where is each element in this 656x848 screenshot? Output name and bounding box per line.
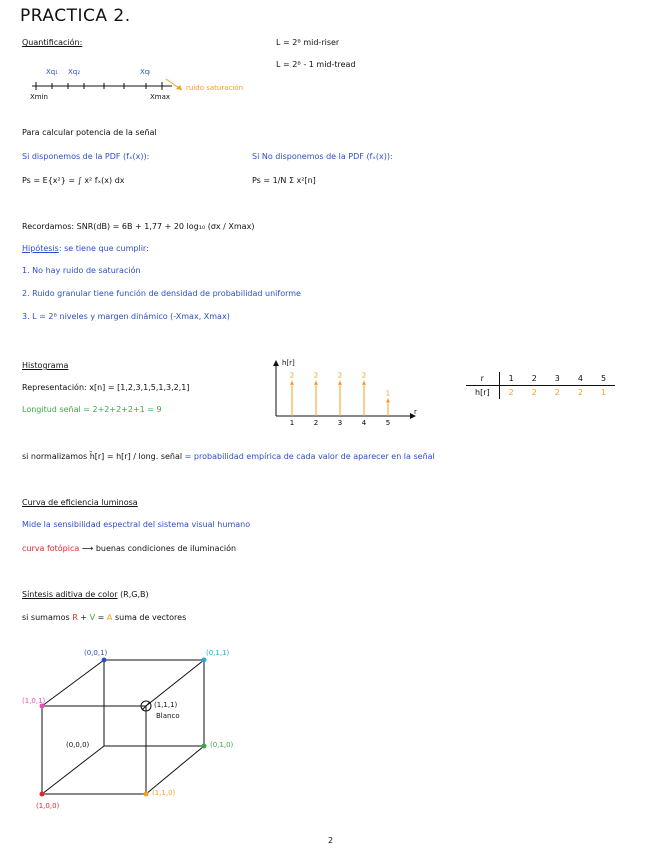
sintesis-rgb: (R,G,B) xyxy=(120,590,149,599)
hipotesis-item-1: 1. No hay ruido de saturación xyxy=(22,266,141,275)
hipotesis-label: Hipótesis xyxy=(22,244,59,253)
suma-vectores-text: suma de vectores xyxy=(114,613,187,622)
no-pdf-text: Si No disponemos de la PDF (fₓ(x)): xyxy=(252,152,393,161)
label-110: (1,1,0) xyxy=(152,789,176,797)
table-h-value: 2 xyxy=(531,388,537,397)
label-100: (1,0,0) xyxy=(36,802,60,810)
fotopica-label: curva fotópica xyxy=(22,544,80,553)
label-000: (0,0,0) xyxy=(66,741,90,749)
potencia-heading: Para calcular potencia de la señal xyxy=(22,128,157,137)
vertex-green xyxy=(202,744,207,749)
fotopica-arrow: ⟶ xyxy=(81,544,96,553)
sumamos-text: si sumamos xyxy=(22,613,70,622)
hist-tick-label: 2 xyxy=(313,419,319,427)
table-r-value: 3 xyxy=(554,374,560,383)
snr-formula: Recordamos: SNR(dB) = 6B + 1,77 + 20 log₁₀ (σx / Xmax) xyxy=(22,222,255,231)
label-011: (0,1,1) xyxy=(206,649,230,657)
curva-line1: Mide la sensibilidad espectral del sistema visual humano xyxy=(22,520,251,529)
xmin-label: Xmin xyxy=(30,93,48,101)
mid-tread-text: L = 2ᴮ - 1 mid-tread xyxy=(276,60,356,69)
xqL-label: Xqₗ xyxy=(140,68,151,76)
cube-edge xyxy=(146,746,204,794)
hist-x-label: r xyxy=(414,408,417,416)
hipotesis-item-2: 2. Ruido granular tiene función de densidad de probabilidad uniforme xyxy=(22,289,301,298)
table-h-value: 2 xyxy=(554,388,560,397)
sum-v: V xyxy=(89,613,96,622)
hist-value-label: 2 xyxy=(289,371,295,380)
sum-r: R xyxy=(72,613,78,622)
table-r-label: r xyxy=(466,372,499,386)
table-h-value: 1 xyxy=(600,388,607,397)
formula-no-pdf: Ps = 1/N Σ x²[n] xyxy=(252,176,316,185)
cube-edge xyxy=(42,746,104,794)
label-blanco: Blanco xyxy=(156,712,180,720)
cube-edge xyxy=(42,660,104,706)
hist-value-label: 2 xyxy=(337,371,343,380)
curva-heading: Curva de eficiencia luminosa xyxy=(22,498,138,507)
ruido-saturacion-label: ruido saturación xyxy=(186,84,244,92)
sintesis-heading: Síntesis aditiva de color xyxy=(22,590,118,599)
hist-tick-label: 3 xyxy=(337,419,343,427)
table-r-value: 1 xyxy=(508,374,514,383)
table-r-value: 5 xyxy=(600,374,607,383)
table-r-value: 4 xyxy=(577,374,583,383)
hist-value-label: 1 xyxy=(385,389,391,398)
page-number: 2 xyxy=(328,836,334,845)
hist-value-label: 2 xyxy=(313,371,319,380)
hipotesis-item-3: 3. L = 2ᴮ niveles y margen dinámico (-Xmax, Xmax) xyxy=(22,312,230,321)
histograma-heading: Histograma xyxy=(22,361,69,370)
quant-heading: Quantificación: xyxy=(22,38,83,47)
xmax-label: Xmax xyxy=(150,93,171,101)
hist-tick-label: 4 xyxy=(361,419,367,427)
label-001: (0,0,1) xyxy=(84,649,108,657)
xq2-label: Xq₂ xyxy=(68,68,81,76)
hipotesis-text: : se tiene que cumplir: xyxy=(58,244,149,253)
xq1-label: Xq₁ xyxy=(46,68,59,76)
mid-riser-text: L = 2ᴮ mid-riser xyxy=(276,38,340,47)
table-r-value: 2 xyxy=(531,374,537,383)
label-111: (1,1,1) xyxy=(154,701,178,709)
hist-tick-label: 5 xyxy=(385,419,391,427)
label-010: (0,1,0) xyxy=(210,741,234,749)
label-101: (1,0,1) xyxy=(22,697,46,705)
hist-value-label: 2 xyxy=(361,371,367,380)
sum-a: A xyxy=(106,613,113,622)
vertex-yellow xyxy=(144,792,149,797)
vertex-blue xyxy=(102,658,107,663)
formula-pdf: Ps = E{x²} = ∫ x² fₓ(x) dx xyxy=(22,176,125,185)
representacion-text: Representación: x[n] = [1,2,3,1,5,1,3,2,1] xyxy=(22,383,190,392)
table-h-value: 2 xyxy=(577,388,583,397)
normalizamos-formula: h̄[r] = h[r] / long. señal xyxy=(89,452,183,461)
hist-tick-label: 1 xyxy=(289,419,295,427)
curva-line2: buenas condiciones de iluminación xyxy=(95,544,237,553)
table-h-label: h[r] xyxy=(466,386,499,400)
normalizamos-pre: si normalizamos xyxy=(22,452,88,461)
si-pdf-text: Si disponemos de la PDF (fₓ(x)): xyxy=(22,152,150,161)
normalizamos-post: = probabilidad empírica de cada valor de aparecer en la señal xyxy=(184,452,435,461)
table-h-value: 2 xyxy=(508,388,514,397)
cube-edge xyxy=(146,660,204,706)
vertex-cyan xyxy=(202,658,207,663)
hist-y-label: h[r] xyxy=(282,359,295,367)
page-title: PRACTICA 2. xyxy=(20,6,131,26)
vertex-red xyxy=(40,792,45,797)
longitud-text: Longitud señal = 2+2+2+2+1 = 9 xyxy=(22,405,162,414)
